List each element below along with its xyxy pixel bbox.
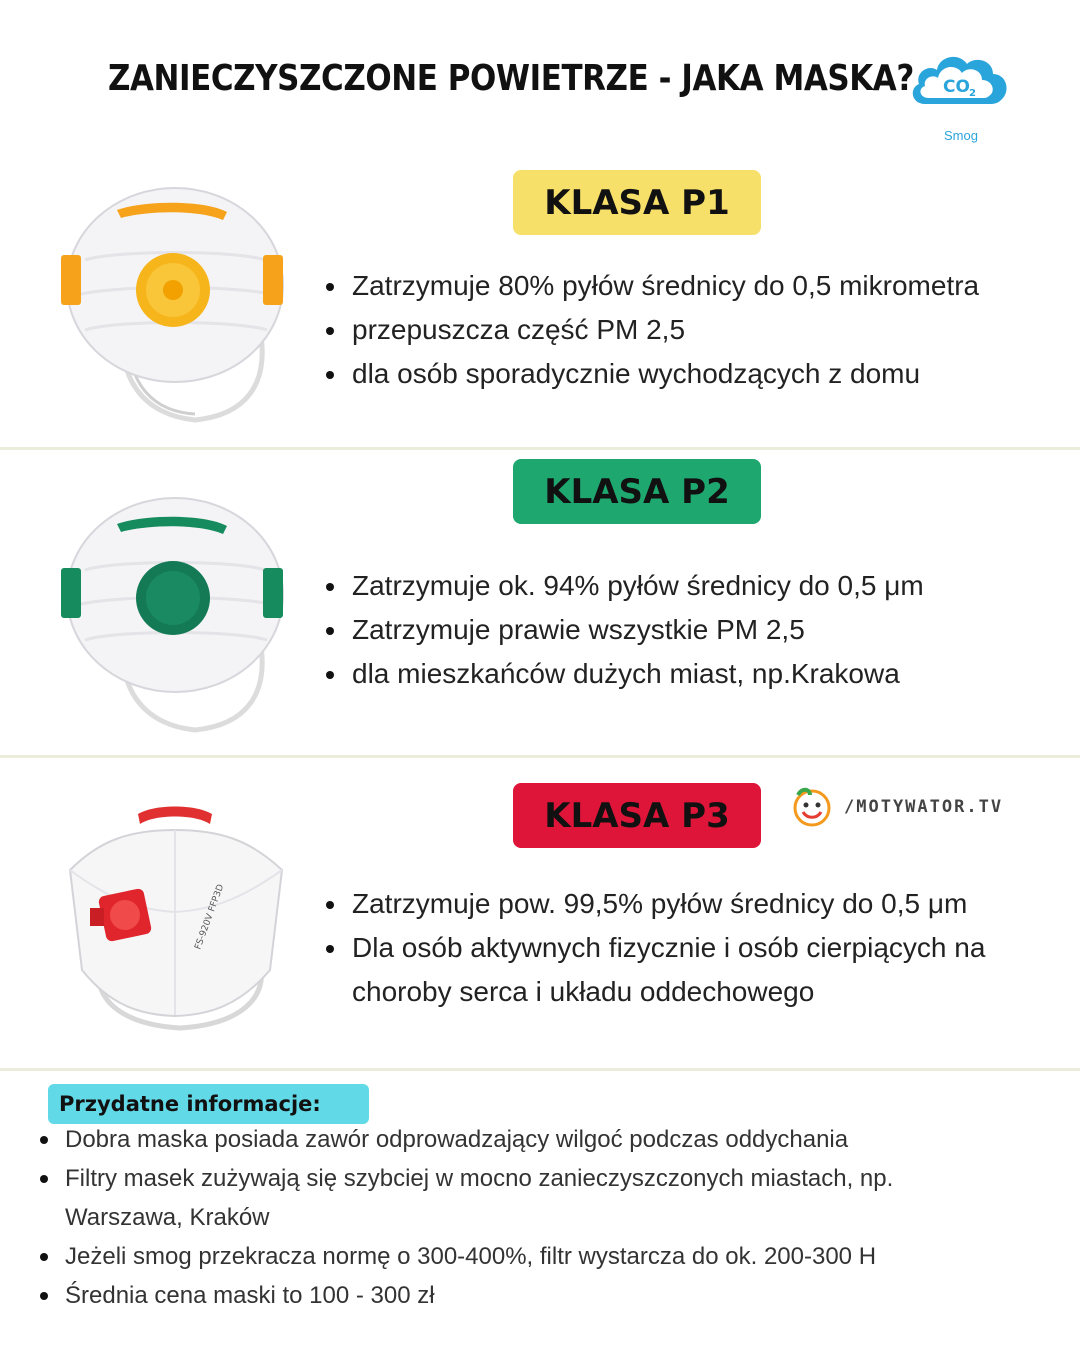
smiley-logo-icon: [788, 785, 836, 829]
mask-print-text: FS-920V FFP3D: [193, 883, 227, 952]
logo-caption: Smog: [944, 128, 978, 143]
p1-bullet-list: [322, 264, 979, 396]
co2-subscript: 2: [969, 88, 976, 99]
list-item: Dla osób aktywnych fizycznie i osób cierpiących na choroby serca i układu oddechowego: [322, 926, 1022, 1014]
motywator-brand: [788, 785, 1003, 829]
list-item: Zatrzymuje prawie wszystkie PM 2,5: [322, 608, 924, 652]
list-item: Zatrzymuje ok. 94% pyłów średnicy do 0,5 μm: [322, 564, 924, 608]
co2-text: CO: [943, 77, 970, 97]
list-item: przepuszcza część PM 2,5: [322, 308, 979, 352]
badge-klasa-p3: KLASA P3: [513, 783, 761, 848]
brand-text: /MOTYWATOR.TV: [844, 797, 1004, 817]
section-divider: [0, 1068, 1080, 1071]
list-item: Zatrzymuje pow. 99,5% pyłów średnicy do 0,5 μm: [322, 882, 1022, 926]
section-divider: [0, 755, 1080, 758]
badge-klasa-p1: KLASA P1: [513, 170, 761, 235]
list-item: Dobra maska posiada zawór odprowadzający wilgoć podczas oddychania: [38, 1120, 1038, 1159]
list-item: Średnia cena maski to 100 - 300 zł: [38, 1276, 1038, 1315]
section-divider: [0, 447, 1080, 450]
mask-p1-image: [55, 180, 300, 430]
co2-cloud-icon: [905, 44, 1015, 114]
list-item: dla osób sporadycznie wychodzących z domu: [322, 352, 979, 396]
list-item: Filtry masek zużywają się szybciej w mocno zanieczyszczonych miastach, np. Warszawa, Kraków: [38, 1159, 965, 1237]
list-item: dla mieszkańców dużych miast, np.Krakowa: [322, 652, 924, 696]
p2-bullet-list: [322, 564, 924, 696]
mask-p3-image: [60, 800, 290, 1040]
mask-p2-image: [55, 490, 300, 740]
badge-klasa-p2: KLASA P2: [513, 459, 761, 524]
p3-bullet-list: [322, 882, 1022, 1014]
info-heading: Przydatne informacje:: [48, 1084, 369, 1124]
list-item: Jeżeli smog przekracza normę o 300-400%, filtr wystarcza do ok. 200-300 H: [38, 1237, 1038, 1276]
page-title: ZANIECZYSZCZONE POWIETRZE - JAKA MASKA?: [108, 58, 914, 99]
info-list: [38, 1120, 1038, 1315]
list-item: Zatrzymuje 80% pyłów średnicy do 0,5 mikrometra: [322, 264, 979, 308]
